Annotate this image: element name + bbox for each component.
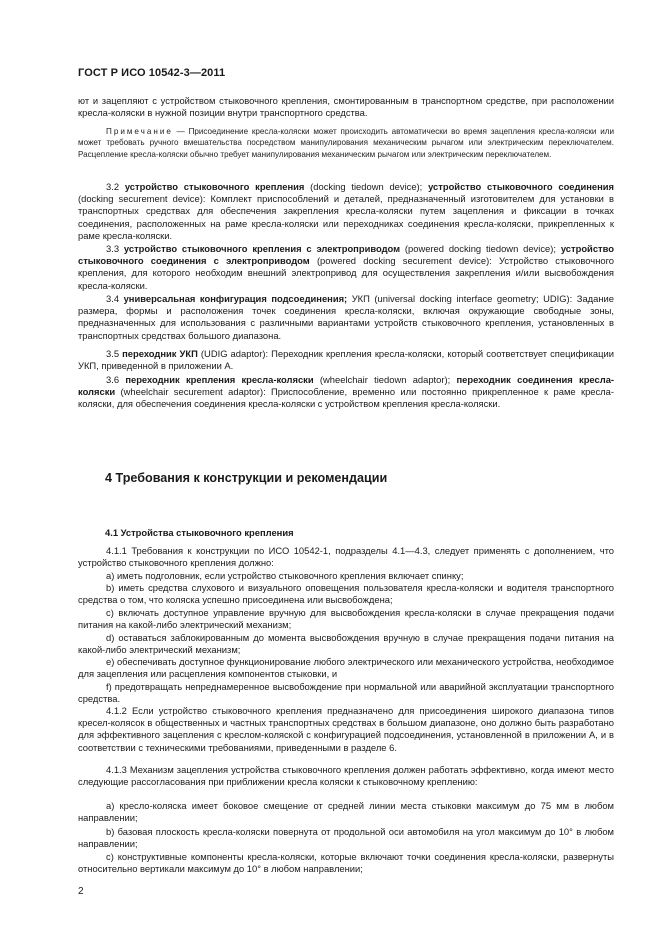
definition-number: 3.4	[106, 293, 120, 304]
definition-term: универсальная конфигурация подсоединения;	[123, 293, 348, 304]
list-item-e: e) обеспечивать доступное функционирование любого электрического или механического устройства, необходимое для зацепления или расцепления компонентов стыковки, и	[78, 656, 614, 680]
paragraph-intro: ют и зацепляют с устройством стыковочного крепления, смонтированным в транспортном средстве, при расположении кресла-коляски в нужной позиции внутри транспортного средства.	[78, 95, 614, 119]
page-number: 2	[78, 886, 84, 897]
definition-text: (powered docking securement device): Устройство стыковочного крепления, для которого необходим внешний электропривод для осуществления закрепления и/или высвобождения кресла-коляски.	[78, 255, 615, 291]
definition-number: 3.2	[106, 181, 120, 192]
definition-text: (docking securement device): Комплект приспособлений и деталей, предназначенный изготовителем для установки в транспортных средствах для обеспечения закрепления кресла-коляски путем зацепления и фиксации в точках соединения, расположенных на раме кресла-коляски или переходниках соединения кресла-коляски, прикрепленных к раме кресла-коляски.	[78, 193, 614, 241]
definition-text: (UDIG adaptor): Переходник крепления кресла-коляски, который соответствует спецификации УКП, приведенной в приложении А.	[78, 348, 614, 372]
definition-term: переходник УКП	[122, 348, 198, 359]
list-item-f: f) предотвращать непреднамеренное высвобождение при нормальной или аварийной эксплуатации транспортного средства.	[78, 681, 614, 705]
list2-item-a: a) кресло-коляска имеет боковое смещение от средней линии места стыковки максимум до 75 мм в любом направлении;	[78, 800, 614, 824]
definition-3-2	[78, 181, 614, 242]
definition-english: (wheelchair tiedown adaptor);	[319, 374, 451, 385]
definition-term-alt: переходник соединения кресла-коляски	[78, 374, 615, 398]
list-item-b: b) иметь средства слухового и визуального оповещения пользователя кресла-коляски и водителя транспортного средства о том, что коляска успешно присоединена или высвобождена;	[78, 582, 614, 606]
definition-english: (powered docking tiedown device);	[404, 243, 556, 254]
definition-term: устройство стыковочного крепления	[124, 181, 305, 192]
definition-term: устройство стыковочного крепления с электроприводом	[123, 243, 401, 254]
list-item-a: a) иметь подголовник, если устройство стыковочного крепления включает спинку;	[106, 570, 464, 581]
definition-text: УКП (universal docking interface geometry; UDIG): Задание размера, формы и расположения точек соединения кресла-коляски, включая окружающие свободные зоны, предназначенных для использования с различными вариантами устройств стыковочного крепления, установленных в транспортных средствах большого диапазона.	[78, 293, 614, 341]
list-item-d: d) оставаться заблокированным до момента высвобождения вручную в случае прекращения подачи питания на какой-либо электрический механизм;	[78, 632, 614, 656]
clause-4-1-3: 4.1.3 Механизм зацепления устройства стыковочного крепления должен работать эффективно, когда имеют место следующие рассогласования при приближении кресла коляски к стыковочному креплению:	[78, 764, 614, 788]
list-item-c: c) включать доступное управление вручную для высвобождения кресла-коляски в случае прекращения подачи питания на какой-либо электрический механизм;	[78, 607, 614, 631]
definition-english: (docking tiedown device);	[310, 181, 423, 192]
definition-number: 3.5	[106, 348, 120, 359]
note-paragraph	[78, 126, 614, 160]
definition-3-4	[78, 293, 614, 342]
note-label: Примечание	[106, 127, 173, 136]
document-header: ГОСТ Р ИСО 10542-3—2011	[78, 67, 226, 79]
subsection-heading-4-1: 4.1 Устройства стыковочного крепления	[105, 527, 294, 538]
definition-term-alt: устройство стыковочного соединения	[428, 181, 615, 192]
definition-term-alt: устройство стыковочного соединения с электроприводом	[78, 243, 614, 267]
clause-4-1-2: 4.1.2 Если устройство стыковочного крепления предназначено для присоединения широкого диапазона типов кресел-колясок в общественных и частных транспортных средствах в большом диапазоне, оно должно быть разработано для эффективного зацепления с креслом-коляской с конфигурацией подсоединения, установленной в приложении А, и в соответствии с техническими требованиями, приведенными в разделе 6.	[78, 705, 614, 753]
definition-3-6	[78, 374, 614, 411]
list2-item-b: b) базовая плоскость кресла-коляски повернута от продольной оси автомобиля на угол максимум до 10° в любом направлении;	[78, 826, 614, 850]
note-text: — Присоединение кресла-коляски может происходить автоматически во время зацепления кресла-коляски или может требовать ручного вмешательства посредством манипулирования механическим рычагом или электрическим переключателем. Расцепление кресла-коляски обычно требует манипулирования механическим рычагом или электрическим переключателем.	[78, 127, 615, 159]
definition-number: 3.3	[106, 243, 120, 254]
definition-3-5	[78, 348, 614, 372]
section-heading-4: 4 Требования к конструкции и рекомендации	[105, 471, 388, 485]
definition-term: переходник крепления кресла-коляски	[125, 374, 314, 385]
definition-number: 3.6	[106, 374, 120, 385]
clause-4-1-1: 4.1.1 Требования к конструкции по ИСО 10542-1, подразделы 4.1—4.3, следует применять с дополнением, что устройство стыковочного крепления должно:	[78, 545, 614, 569]
list2-item-c: c) конструктивные компоненты кресла-коляски, которые включают точки соединения кресла-коляски, развернуты относительно вертикали максимум до 10° в любом направлении;	[78, 851, 614, 875]
definition-text: (wheelchair securement adaptor): Приспособление, временно или постоянно прикрепленное к раме кресла-коляски, для обеспечения соединения кресла-коляски с устройством крепления кресла-коляски.	[78, 386, 614, 410]
definition-3-3	[78, 243, 614, 292]
